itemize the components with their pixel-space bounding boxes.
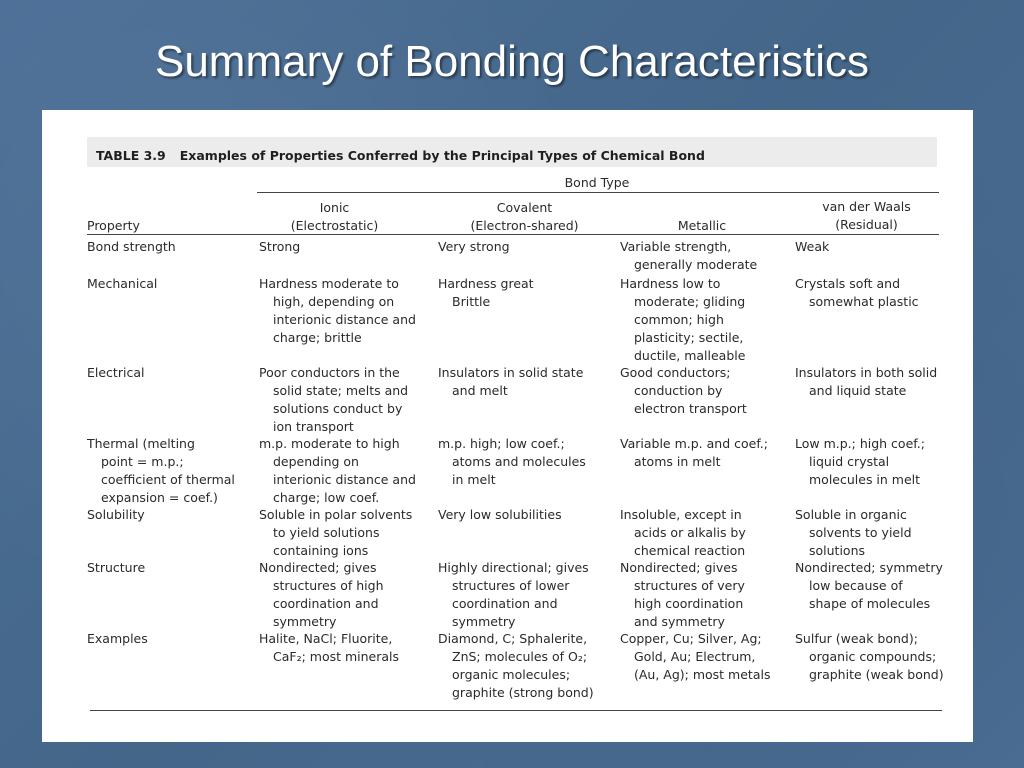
header-rule [87,234,939,235]
cell-line: Very low solubilities [438,507,562,522]
cell-line: solutions conduct by [273,401,403,416]
table-cell [795,364,945,400]
cell-line: Nondirected; symmetry [795,560,943,575]
cell-line: high, depending on [273,294,395,309]
cell-line: Halite, NaCl; Fluorite, [259,631,393,646]
cell-line: Highly directional; gives [438,560,589,575]
table-cell [795,559,945,613]
cell-line: ductile, malleable [634,348,746,363]
cell-line: Variable m.p. and coef.; [620,436,768,451]
table-cell [438,238,618,256]
cell-line: high coordination [634,596,744,611]
table-cell [620,630,794,684]
cell-line: Gold, Au; Electrum, [634,649,756,664]
cell-line: solutions [809,543,866,558]
cell-line: (Au, Ag); most metals [634,667,771,682]
table-cell [438,364,618,400]
cell-line: Low m.p.; high coef.; [795,436,925,451]
cell-line: symmetry [273,614,337,629]
cell-line: Nondirected; gives [259,560,377,575]
column-header-property: Property [87,218,140,233]
cell-line: atoms and molecules [452,454,586,469]
table-cell [795,275,945,311]
group-header-rule [257,192,939,193]
cell-line: molecules in melt [809,472,921,487]
cell-line: m.p. high; low coef.; [438,436,565,451]
table-cell [620,435,794,471]
cell-line: somewhat plastic [809,294,919,309]
cell-line: CaF₂; most minerals [273,649,400,664]
table-cell [259,630,437,666]
cell-line: Insoluble, except in [620,507,742,522]
table-cell [795,630,945,684]
cell-line: organic molecules; [452,667,571,682]
table-cell [259,559,437,631]
cell-line: conduction by [634,383,723,398]
cell-line: m.p. moderate to high [259,436,400,451]
row-property-label [87,435,257,507]
cell-line: Examples [87,631,148,646]
cell-line: Mechanical [87,276,158,291]
table-cell [620,364,794,418]
cell-line: chemical reaction [634,543,746,558]
cell-line: Good conductors; [620,365,731,380]
table-cell [438,506,618,524]
cell-line: Solubility [87,507,145,522]
table-cell [795,506,945,560]
cell-line: generally moderate [634,257,758,272]
cell-line: Electrical [87,365,145,380]
cell-line: charge; brittle [273,330,362,345]
row-property-label [87,630,257,648]
cell-line: Strong [259,239,301,254]
cell-line: Variable strength, [620,239,732,254]
table-cell [259,364,437,436]
cell-line: Sulfur (weak bond); [795,631,918,646]
cell-line: and melt [452,383,508,398]
cell-line: to yield solutions [273,525,380,540]
table-cell [259,238,437,256]
cell-line: coordination and [452,596,558,611]
cell-line: and liquid state [809,383,907,398]
cell-line: symmetry [452,614,516,629]
cell-line: Diamond, C; Sphalerite, [438,631,588,646]
cell-line: coordination and [273,596,379,611]
group-header: Bond Type [564,175,630,190]
column-header-van-der-waals: van der Waals (Residual) [822,199,911,232]
cell-line: Structure [87,560,146,575]
table-image-panel [42,110,973,742]
table-cell [438,630,618,702]
cell-line: Weak [795,239,830,254]
cell-line: solid state; melts and [273,383,409,398]
cell-line: structures of very [634,578,745,593]
cell-line: ion transport [273,419,354,434]
cell-line: common; high [634,312,724,327]
table-cell [259,506,437,560]
cell-line: solvents to yield [809,525,912,540]
table-number: TABLE 3.9 [96,148,166,163]
cell-line: Bond strength [87,239,176,254]
cell-line: Hardness low to [620,276,721,291]
table-cell [795,238,945,256]
cell-line: Insulators in both solid [795,365,938,380]
cell-line: structures of lower [452,578,570,593]
cell-line: ZnS; molecules of O₂; [452,649,588,664]
table-cell [259,275,437,347]
cell-line: acids or alkalis by [634,525,746,540]
cell-line: and symmetry [634,614,725,629]
table-caption-text: Examples of Properties Conferred by the Principal Types of Chemical Bond [179,148,705,163]
row-property-label [87,506,257,524]
cell-line: Brittle [452,294,491,309]
row-property-label [87,559,257,577]
table-cell [438,275,618,311]
table-cell [259,435,437,507]
slide-title: Summary of Bonding Characteristics [154,37,870,86]
table-cell [620,275,794,365]
cell-line: Thermal (melting [87,436,195,451]
table-cell [438,435,618,489]
cell-line: organic compounds; [809,649,937,664]
cell-line: structures of high [273,578,384,593]
cell-line: charge; low coef. [273,490,380,505]
cell-line: Crystals soft and [795,276,901,291]
cell-line: shape of molecules [809,596,931,611]
bottom-rule [90,710,942,711]
column-header-ionic: Ionic (Electrostatic) [290,200,379,233]
column-header-metallic: Metallic [677,218,727,233]
cell-line: graphite (weak bond) [809,667,944,682]
cell-line: graphite (strong bond) [452,685,594,700]
table-cell [620,506,794,560]
cell-line: in melt [452,472,496,487]
cell-line: Hardness moderate to [259,276,399,291]
cell-line: expansion = coef.) [101,490,218,505]
cell-line: Nondirected; gives [620,560,738,575]
table-cell [438,559,618,631]
cell-line: atoms in melt [634,454,721,469]
cell-line: Soluble in polar solvents [259,507,413,522]
cell-line: liquid crystal [809,454,890,469]
row-property-label [87,275,257,293]
cell-line: low because of [809,578,903,593]
cell-line: point = m.p.; [101,454,184,469]
cell-line: Hardness great [438,276,534,291]
cell-line: interionic distance and [273,472,416,487]
column-header-covalent: Covalent (Electron-shared) [470,200,579,233]
cell-line: Poor conductors in the [259,365,400,380]
cell-line: interionic distance and [273,312,416,327]
table-cell [795,435,945,489]
cell-line: plasticity; sectile, [634,330,744,345]
cell-line: electron transport [634,401,747,416]
row-property-label [87,364,257,382]
cell-line: moderate; gliding [634,294,746,309]
table-caption [87,137,937,167]
cell-line: coefficient of thermal [101,472,235,487]
cell-line: Soluble in organic [795,507,907,522]
cell-line: Copper, Cu; Silver, Ag; [620,631,762,646]
table-cell [620,238,794,274]
cell-line: Insulators in solid state [438,365,584,380]
row-property-label [87,238,257,256]
cell-line: containing ions [273,543,369,558]
cell-line: depending on [273,454,359,469]
cell-line: Very strong [438,239,510,254]
table-cell [620,559,794,631]
